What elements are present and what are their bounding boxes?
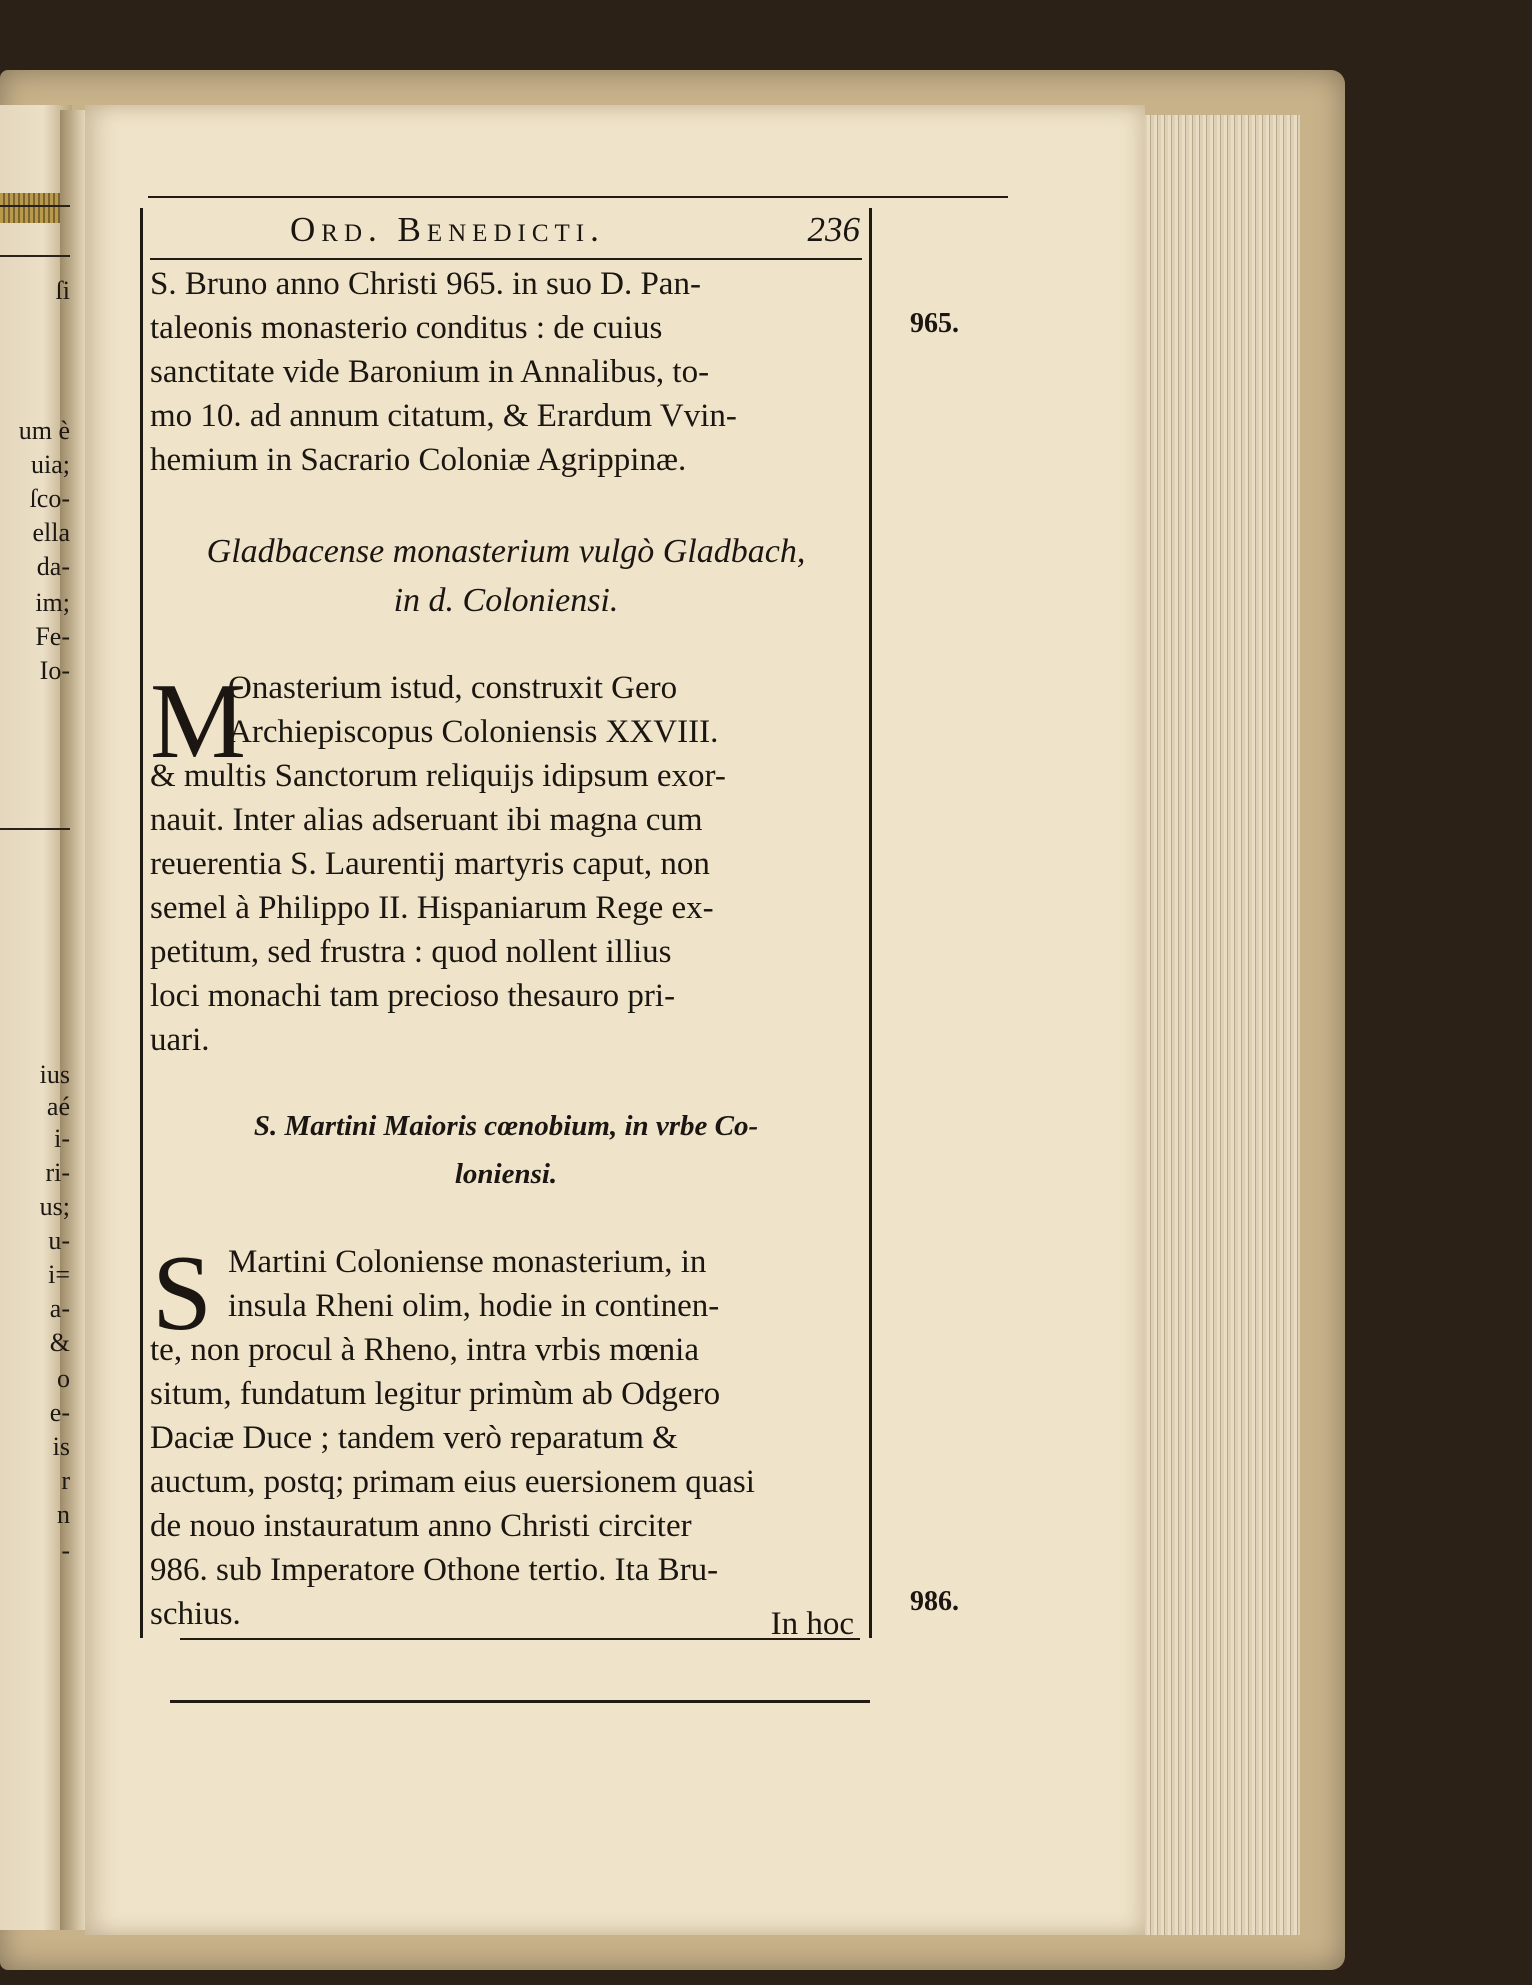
left-page-fragment: ſco- <box>29 484 70 513</box>
text-line: mo 10. ad annum citatum, & Erardum Vvin- <box>150 400 737 433</box>
section-heading: in d. Coloniensi. <box>393 582 619 619</box>
text-line: te, non procul à Rheno, intra vrbis mœnia <box>150 1334 699 1367</box>
left-page-fragment: - <box>61 1536 70 1565</box>
left-page-fragment: uia; <box>31 450 70 479</box>
drop-cap: S <box>152 1234 213 1353</box>
left-page-rule <box>0 205 70 207</box>
left-page-fragment: Fe- <box>35 622 70 651</box>
left-page-fragment: Io- <box>39 656 70 685</box>
drop-cap: M <box>150 662 247 781</box>
bottom-frame-rule <box>170 1700 870 1703</box>
left-page-fragment: ri- <box>45 1158 70 1187</box>
left-page-fragment: n <box>57 1500 70 1529</box>
bottom-rule <box>180 1638 860 1640</box>
left-page-fragment: im; <box>35 588 70 617</box>
left-page-fragment: i- <box>54 1124 70 1153</box>
margin-note-year: 965. <box>910 308 959 339</box>
left-page-fragment: a- <box>49 1294 70 1323</box>
page-number: 236 <box>807 210 860 249</box>
text-line: insula Rheni olim, hodie in continen- <box>228 1290 720 1323</box>
left-page-fragment: u- <box>48 1226 70 1255</box>
text-line: semel à Philippo II. Hispaniarum Rege ex- <box>150 892 714 925</box>
left-page-fragment: ius <box>39 1060 70 1089</box>
left-page-fragment: & <box>49 1328 70 1357</box>
page-edges <box>1140 115 1300 1935</box>
text-line: 986. sub Imperatore Othone tertio. Ita Bru- <box>150 1554 719 1587</box>
left-page-fragment: ſi <box>55 276 70 305</box>
text-line: Martini Coloniense monasterium, in <box>228 1246 707 1279</box>
left-page-fragment: is <box>52 1432 70 1461</box>
text-line: sanctitate vide Baronium in Annalibus, to- <box>150 356 710 389</box>
header-rule <box>150 258 862 260</box>
left-page-fragment: da- <box>36 552 70 581</box>
left-page-fragment: us; <box>39 1192 70 1221</box>
text-line: S. Bruno anno Christi 965. in suo D. Pan- <box>150 268 701 301</box>
text-line: loci monachi tam precioso thesauro pri- <box>150 980 676 1013</box>
left-page-fragment: r <box>61 1466 70 1495</box>
text-line: Onasterium istud, construxit Gero <box>228 672 678 705</box>
text-line: situm, fundatum legitur primùm ab Odgero <box>150 1378 721 1411</box>
text-line: reuerentia S. Laurentij martyris caput, non <box>150 848 710 881</box>
section-heading: S. Martini Maioris cœnobium, in vrbe Co- <box>253 1110 759 1142</box>
top-rule <box>148 196 1008 198</box>
text-line: & multis Sanctorum reliquijs idipsum exor- <box>150 760 726 793</box>
catchword: In hoc <box>770 1606 854 1642</box>
text-line: hemium in Sacrario Coloniæ Agrippinæ. <box>150 444 687 477</box>
text-line: auctum, postq; primam eius euersionem quasi <box>150 1466 755 1499</box>
left-page-rule <box>0 828 70 830</box>
header-title: Ord. Benedicti. <box>290 210 605 249</box>
text-line: nauit. Inter alias adseruant ibi magna cum <box>150 804 703 837</box>
left-page-fragment: e- <box>49 1398 70 1427</box>
margin-note-year: 986. <box>910 1586 959 1617</box>
left-page-fragment: o <box>57 1364 70 1393</box>
text-line: taleonis monasterio conditus : de cuius <box>150 312 663 345</box>
left-page-fragment: ella <box>32 518 70 547</box>
text-line: schius. <box>150 1598 241 1631</box>
running-header <box>160 210 860 256</box>
text-line: petitum, sed frustra : quod nollent illius <box>150 936 672 969</box>
section-heading: Gladbacense monasterium vulgò Gladbach, <box>206 533 806 570</box>
left-page-fragment: aé <box>46 1092 70 1121</box>
text-line: Archiepiscopus Coloniensis XXVIII. <box>228 716 719 749</box>
text-line: de nouo instauratum anno Christi circiter <box>150 1510 692 1543</box>
left-page-rule <box>0 255 70 257</box>
left-page-fragment: i= <box>48 1260 70 1289</box>
left-page-fragment: um è <box>18 416 70 445</box>
text-line: Daciæ Duce ; tandem verò reparatum & <box>150 1422 678 1455</box>
text-line: uari. <box>150 1024 210 1057</box>
section-heading: loniensi. <box>454 1158 558 1190</box>
